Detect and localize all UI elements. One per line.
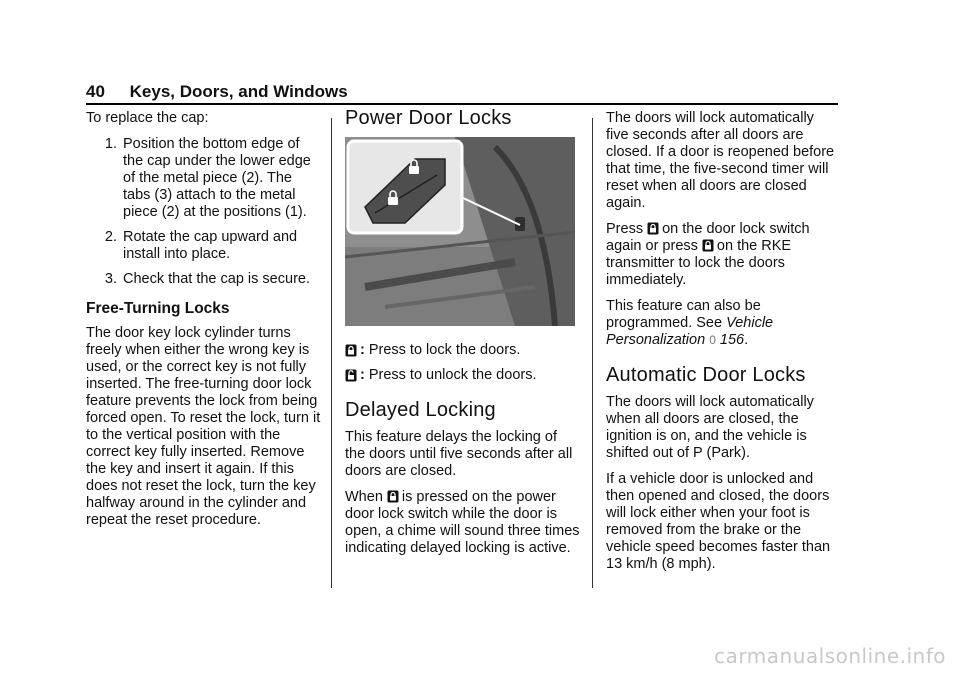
free-turning-heading: Free-Turning Locks [86, 300, 230, 317]
delayed-text-2-before: When [345, 489, 383, 505]
delayed-text-1: This feature delays the locking of the doors until five seconds after all doors are closed. [345, 429, 573, 479]
step-2 [86, 229, 321, 263]
step-text: Position the bottom edge of the cap under the lower edge of the metal piece (2). The tabs (3) attach to the metal piece (2) at the positions (1). [123, 136, 311, 220]
step-number: 3. [104, 271, 117, 287]
programmed-text [606, 298, 838, 349]
column-3 [606, 110, 838, 582]
column-2 [345, 107, 580, 566]
unlock-legend-text: Press to unlock the doors. [368, 367, 537, 383]
page-ref-number[interactable]: 156 [719, 332, 745, 348]
lock-icon [647, 222, 659, 235]
lock-icon [702, 239, 714, 252]
step-number: 2. [104, 229, 117, 245]
step-number: 1. [104, 136, 117, 152]
column-1 [86, 110, 321, 538]
replace-cap-steps [86, 136, 321, 288]
press-lock-text [606, 221, 838, 289]
lock-legend [345, 342, 580, 359]
step-text: Rotate the cap upward and install into place. [123, 229, 298, 262]
page-number: 40 [86, 82, 105, 101]
delayed-locking-heading: Delayed Locking [345, 399, 496, 421]
step-3 [86, 271, 321, 288]
auto-lock-intro-text: The doors will lock automatically five seconds after all doors are closed. If a door is reopened before that time, the five-second timer will reset when all doors are closed again. [606, 110, 835, 211]
watermark: carmanualsonline.info [714, 644, 946, 668]
lock-icon [345, 344, 357, 357]
unlock-legend [345, 367, 580, 384]
page-title: Keys, Doors, and Windows [129, 82, 348, 101]
delayed-text-2 [345, 489, 580, 557]
free-turning-text: The door key lock cylinder turns freely when either the wrong key is used, or the correct key is not fully inserted. The free-turning door lock feature prevents the lock from being forced open. To reset the lock, turn it to the vertical position with the correct key fully inserted. Remove the key and insert it again. If this does not reset the lock, turn the key halfway around in the cylinder and repeat the reset procedure. [86, 325, 321, 528]
press-part-2: on the door lock switch again or press [606, 221, 810, 254]
page-header [86, 82, 348, 102]
power-door-locks-heading: Power Door Locks [345, 107, 512, 129]
programmed-end: . [744, 332, 749, 348]
auto-lock-text-2: If a vehicle door is unlocked and then opened and closed, the doors will lock either when your foot is removed from the brake or the vehicle speed becomes faster than 13 km/h (8 mph). [606, 471, 831, 572]
legend-sep: : [360, 342, 365, 358]
header-rule [86, 103, 838, 105]
delayed-text-2-after: is pressed on the power door lock switch while the door is open, a chime will sound three times indicating delayed locking is active. [345, 489, 580, 556]
programmed-text-lead: This feature can also be programmed. See [606, 298, 761, 331]
lock-legend-text: Press to lock the doors. [368, 342, 521, 358]
vehicle-personalization-link[interactable]: Vehicle Personalization [606, 315, 774, 348]
press-part-1: Press [606, 221, 644, 237]
unlock-icon [345, 369, 357, 382]
automatic-door-locks-heading: Automatic Door Locks [606, 364, 806, 386]
replace-cap-intro: To replace the cap: [86, 110, 209, 126]
step-1 [86, 136, 321, 221]
door-lock-switch-figure [345, 137, 575, 326]
column-divider-2 [592, 118, 593, 588]
column-divider-1 [331, 118, 332, 588]
legend-sep: : [360, 367, 365, 383]
page-ref-arrow-icon: 0 [709, 333, 716, 347]
auto-lock-text-1: The doors will lock automatically when all doors are closed, the ignition is on, and the vehicle is shifted out of P (Park). [606, 394, 814, 461]
press-part-3: on the RKE transmitter to lock the doors immediately. [606, 238, 792, 288]
step-text: Check that the cap is secure. [123, 271, 310, 287]
lock-icon [387, 490, 399, 503]
